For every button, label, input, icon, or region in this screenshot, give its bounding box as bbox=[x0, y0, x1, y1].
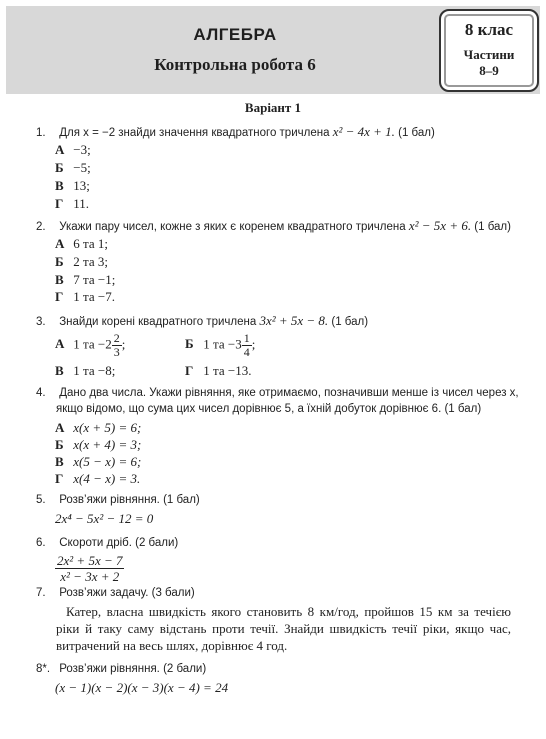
option-b: Б 1 та −3 $\frac{1}{4}$ ; bbox=[185, 331, 256, 359]
question-8 bbox=[36, 663, 206, 675]
option-c: В 7 та −1; bbox=[55, 272, 116, 287]
fraction-denominator: 4 bbox=[243, 345, 250, 359]
option-a: А x(x + 5) = 6; bbox=[55, 420, 142, 435]
question-5 bbox=[36, 494, 200, 506]
option-b: Б −5; bbox=[55, 160, 91, 175]
question-text: Скороти дріб. (2 бали) bbox=[59, 537, 179, 549]
fraction-denominator: x² − 3x + 2 bbox=[60, 569, 120, 584]
option-d: Г x(4 − x) = 3. bbox=[55, 471, 141, 486]
option-a: А 6 та 1; bbox=[55, 236, 108, 251]
option-c: В 1 та −8; bbox=[55, 363, 116, 378]
option-b: Б x(x + 4) = 3; bbox=[55, 437, 142, 452]
question-1 bbox=[36, 124, 435, 140]
variant-title: Варіант 1 bbox=[244, 100, 302, 115]
option-b: Б 2 та 3; bbox=[55, 254, 108, 269]
question-number: 4. bbox=[36, 387, 46, 399]
option-c: В x(5 − x) = 6; bbox=[55, 454, 142, 469]
question-text: Розв’яжи задачу. (3 бали) bbox=[59, 587, 195, 599]
question-number: 6. bbox=[36, 537, 46, 549]
fraction-numerator: 2x² + 5x − 7 bbox=[57, 553, 123, 568]
question-number: 2. bbox=[36, 221, 46, 233]
question-3 bbox=[36, 313, 368, 329]
fraction-numerator: 2 bbox=[113, 331, 120, 345]
question-6 bbox=[36, 537, 178, 549]
subject-title: АЛГЕБРА bbox=[193, 25, 277, 44]
grade-badge bbox=[439, 9, 539, 92]
fraction-expression bbox=[55, 553, 124, 584]
grade-label: 8 клас bbox=[464, 20, 514, 39]
question-text: Дано два числа. Укажи рівняння, яке отримаємо, позначивши менше із чисел через x, bbox=[59, 387, 519, 399]
equation: 2x⁴ − 5x² − 12 = 0 bbox=[55, 511, 154, 526]
parts-value: 8–9 bbox=[479, 63, 499, 78]
equation: (x − 1)(x − 2)(x − 3)(x − 4) = 24 bbox=[55, 680, 229, 695]
work-title: Контрольна робота 6 bbox=[154, 55, 316, 74]
question-text: Розв’яжи рівняння. (1 бал) bbox=[59, 494, 200, 506]
question-number: 8*. bbox=[36, 663, 51, 675]
question-number: 1. bbox=[36, 127, 46, 139]
question-number: 7. bbox=[36, 587, 46, 599]
question-points: (1 бал) bbox=[474, 221, 511, 233]
question-text: Для x = −2 знайди значення квадратного тричлена bbox=[59, 127, 330, 139]
question-text: Укажи пару чисел, кожне з яких є коренем квадратного тричлена bbox=[59, 221, 406, 233]
word-problem: Катер, власна швидкість якого становить 8 км/год, пройшов 15 км за течією ріки й таку саму відстань проти течії. Знайди швидкість течії ріки, якщо час, витрачений на весь шлях, дорівнює 4 год. bbox=[56, 604, 511, 653]
question-points: (1 бал) bbox=[398, 127, 435, 139]
question-4-continued bbox=[56, 403, 481, 415]
question-points: (1 бал) bbox=[331, 316, 369, 328]
option-c: В 13; bbox=[55, 178, 90, 193]
question-text: Знайди корені квадратного тричлена bbox=[59, 316, 257, 328]
fraction-denominator: 3 bbox=[113, 345, 120, 359]
option-d: Г 1 та −7. bbox=[55, 289, 115, 304]
question-text: якщо відомо, що сума цих чисел дорівнює 5, а їхній добуток дорівнює 6. (1 бал) bbox=[56, 403, 482, 415]
question-2 bbox=[36, 218, 511, 234]
fraction-numerator: 1 bbox=[243, 331, 250, 345]
question-text: Розв’яжи рівняння. (2 бали) bbox=[59, 663, 207, 675]
question-expression: 3x² + 5x − 8. bbox=[259, 313, 329, 328]
option-a: А 1 та −2 $\frac{2}{3}$ ; bbox=[55, 331, 126, 359]
question-number: 5. bbox=[36, 494, 46, 506]
option-d: Г 1 та −13. bbox=[185, 363, 252, 378]
question-7 bbox=[36, 587, 195, 599]
question-expression: x² − 4x + 1. bbox=[332, 124, 395, 139]
question-number: 3. bbox=[36, 316, 46, 328]
question-4 bbox=[36, 387, 519, 399]
question-expression: x² − 5x + 6. bbox=[408, 218, 472, 233]
option-d: Г 11. bbox=[55, 196, 90, 211]
option-a: А −3; bbox=[55, 142, 91, 157]
parts-label: Частини bbox=[463, 47, 515, 62]
